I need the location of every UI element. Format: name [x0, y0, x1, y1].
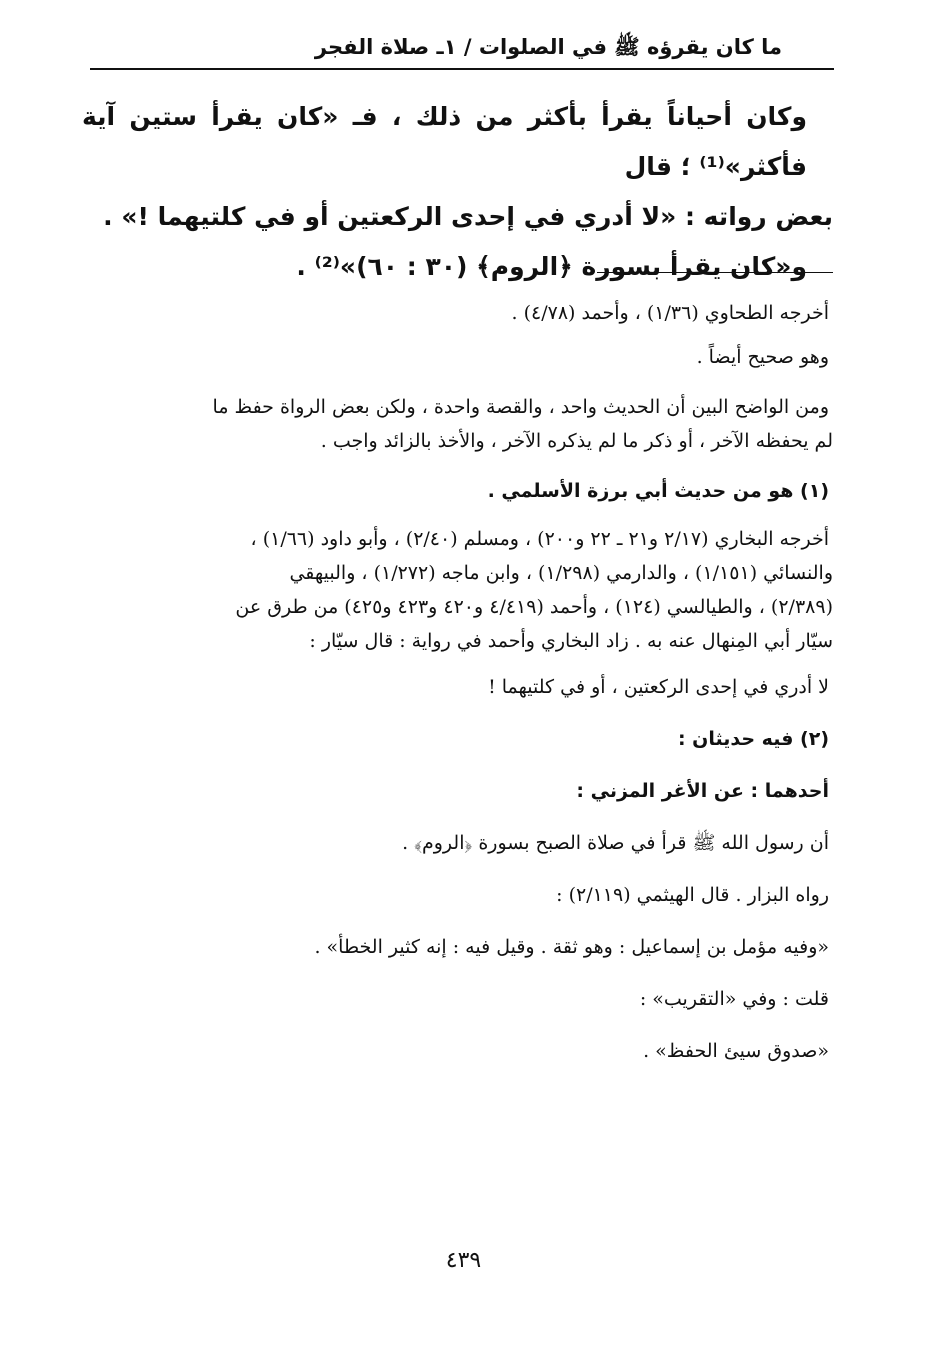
footnote-line: (١) هو من حديث أبي برزة الأسلمي . — [487, 480, 829, 502]
footnote-line: (٢/٣٨٩) ، والطيالسي (١٢٤) ، وأحمد (٤/٤١٩ و٤٢٠ و٤٢٣ و٤٢٥) من طرق عن — [235, 596, 833, 618]
header-title: ما كان يقرؤه ﷺ في الصلوات / ١ـ صلاة الفجر — [314, 35, 782, 59]
page-number: ٤٣٩ — [445, 1248, 482, 1273]
footnote-line: أخرجه الطحاوي (١/٣٦) ، وأحمد (٤/٧٨) . — [511, 302, 829, 324]
running-header — [90, 28, 834, 70]
main-line: وكان أحياناً يقرأ بأكثر من ذلك ، فـ «كان يقرأ ستين آية فأكثر»⁽¹⁾ ؛ قال — [82, 102, 807, 181]
footnote-line: والنسائي (١/١٥١) ، والدارمي (١/٢٩٨) ، وابن ماجه (١/٢٧٢) ، والبيهقي — [289, 562, 833, 584]
footnote-line: قلت : وفي «التقريب» : — [639, 988, 829, 1010]
footnote-line: «وفيه مؤمل بن إسماعيل : وهو ثقة . وقيل فيه : إنه كثير الخطأ» . — [314, 936, 829, 958]
footnote-line: أخرجه البخاري (٢/١٧ و٢١ ـ ٢٢ و٢٠٠) ، ومسلم (٢/٤٠) ، وأبو داود (١/٦٦) ، — [250, 528, 829, 550]
main-line: بعض رواته : «لا أدري في إحدى الركعتين أو في كلتيهما !» . — [103, 202, 833, 231]
footnote-line: أحدهما : عن الأغر المزني : — [576, 780, 829, 802]
footnote-line: لم يحفظه الآخر ، أو ذكر ما لم يذكره الآخر ، والأخذ بالزائد واجب . — [320, 430, 833, 452]
footnotes — [82, 296, 833, 1068]
footnote-line: ومن الواضح البين أن الحديث واحد ، والقصة واحدة ، ولكن بعض الرواة حفظ ما — [212, 396, 829, 418]
footnote-line: (٢) فيه حديثان : — [677, 728, 829, 750]
footnote-separator — [597, 272, 833, 273]
footnote-line: «صدوق سيئ الحفظ» . — [643, 1040, 829, 1062]
footnote-line: سيّار أبي المِنهال عنه به . زاد البخاري وأحمد في رواية : قال سيّار : — [309, 630, 833, 652]
main-text — [82, 92, 833, 292]
footnote-line: أن رسول الله ﷺ قرأ في صلاة الصبح بسورة ﴿الروم﴾ . — [402, 832, 829, 854]
footnote-line: رواه البزار . قال الهيثمي (٢/١١٩) : — [556, 884, 829, 906]
main-line: و«كان يقرأ بسورة ﴿الروم﴾ (٣٠ : ٦٠)»⁽²⁾ . — [296, 252, 807, 281]
footnote-line: وهو صحيح أيضاً . — [696, 346, 829, 368]
footnote-line: لا أدري في إحدى الركعتين ، أو في كلتيهما ! — [488, 676, 829, 698]
